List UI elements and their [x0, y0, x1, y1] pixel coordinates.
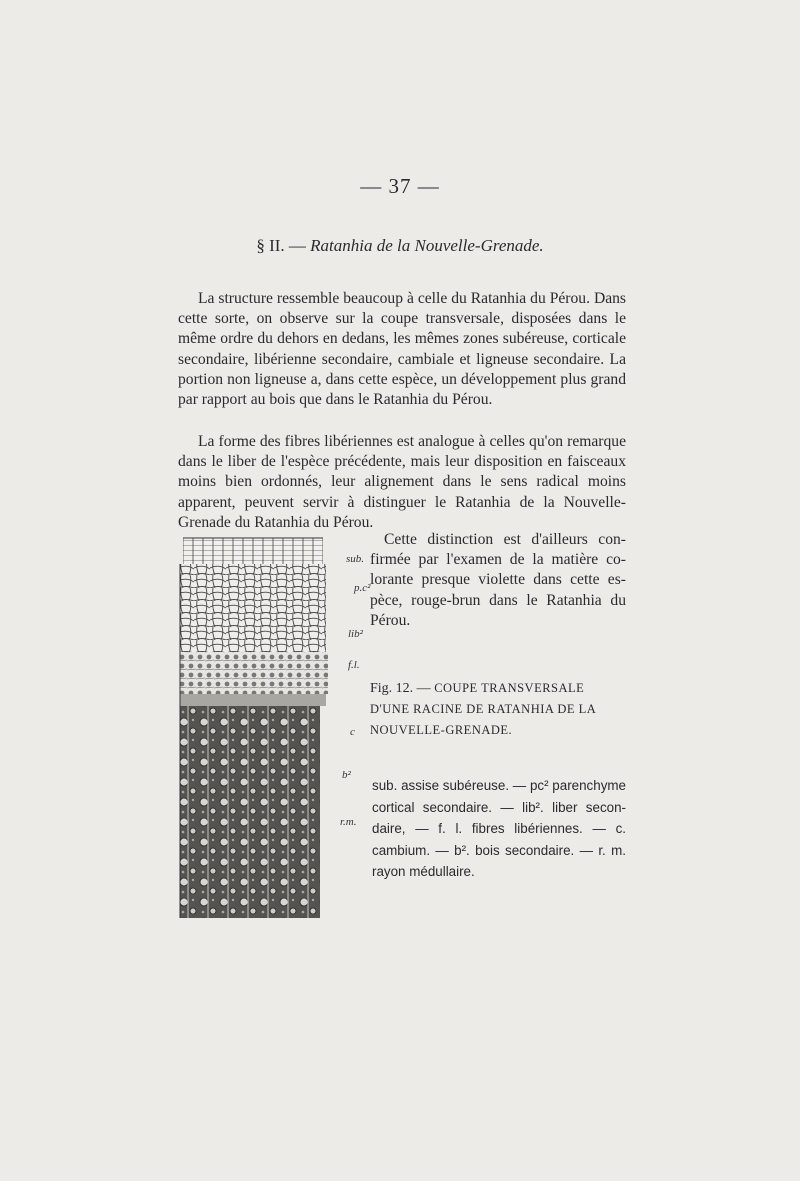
figure-label-lib: lib² — [348, 628, 363, 640]
paragraph-2: La forme des fibres libériennes est analogue à celles qu'on remarque dans le liber de l'espèce précédente, mais leur disposition en faisceaux moins bien ordonnés, leur alignement dans le sens radical moins apparent, peuvent servir à distinguer le Ratanhia de la Nouvelle-Grenade du Ratanhia du Pérou. — [178, 433, 626, 531]
figure-label-sub: sub. — [346, 553, 365, 565]
figure-root-section — [178, 536, 371, 920]
figure-legend: sub. assise subéreuse. — pc² parenchyme cortical secondaire. — lib². liber secondaire, — f. l. fibres libériennes. — c. cambium. — b². bois secondaire. — r. m. rayon médullaire. — [372, 778, 626, 879]
section-heading — [0, 236, 800, 256]
figure-label-rm: r.m. — [340, 816, 357, 828]
figure-caption-label: Fig. 12. — — [370, 681, 435, 696]
root-cross-section-illustration — [178, 536, 338, 920]
paragraph-1: La structure ressemble beaucoup à celle du Ratanhia du Pérou. Dans cette sorte, on observe sur la coupe transversale, disposées dans le même ordre du dehors en dedans, les mêmes zones subéreuse, corticale secondaire, libérienne secondaire, cambiale et ligneuse secondaire. La portion non ligneuse a, dans cette espèce, un développement plus grand par rapport au bois que dans le Ratanhia du Pérou. — [178, 290, 626, 409]
figure-label-pc: p.c² — [354, 582, 371, 594]
section-number: § II. — — [256, 236, 311, 255]
page-number: — 37 — — [360, 174, 440, 198]
figure-label-fl: f.l. — [348, 659, 360, 671]
figure-caption — [370, 678, 626, 741]
section-title: Ratanhia de la Nouvelle-Grenade. — [310, 236, 544, 255]
figure-caption-text: COUPE TRANSVERSALE D'UNE RACINE DE RATANHIA DE LA NOUVELLE-GRENADE. — [370, 681, 596, 737]
figure-label-c: c — [350, 726, 355, 738]
paragraph-3: Cette distinction est d'ailleurs confirmée par l'examen de la matière colorante presque violette dans cette espèce, rouge-brun dans le Ratanhia du Pérou. — [370, 531, 626, 629]
figure-label-b: b² — [342, 769, 351, 781]
